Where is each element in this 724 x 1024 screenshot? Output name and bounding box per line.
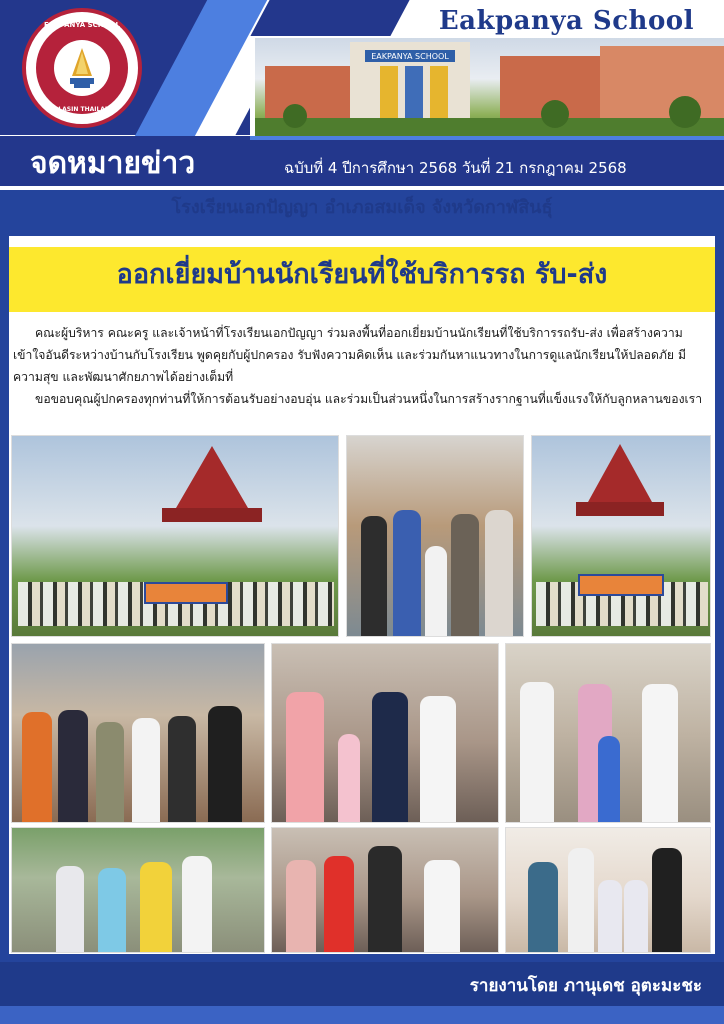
school-building-photo <box>255 38 724 140</box>
photo-home-visit-5 <box>271 827 499 953</box>
photo-home-visit-2 <box>271 643 499 823</box>
header <box>0 0 724 218</box>
photo-home-visit-1 <box>11 643 265 823</box>
school-name: Eakpanya School <box>438 6 694 36</box>
lamp-emblem-icon <box>54 40 110 96</box>
headline: ออกเยี่ยมบ้านนักเรียนที่ใช้บริการรถ รับ-ส่ง <box>116 259 608 290</box>
newsletter-title: จดหมายข่าว <box>30 146 196 181</box>
paragraph-1: คณะผู้บริหาร คณะครู และเจ้าหน้าที่โรงเรียนเอกปัญญา ร่วมลงพื้นที่ออกเยี่ยมบ้านนักเรียนที่ใช้บริการรถรับ-ส่ง เพื่อสร้างความเข้าใจอันดีระหว่างบ้านกับโรงเรียน พูดคุยกับผู้ปกครอง รับฟังความคิดเห็น และร่วมกันหาแนวทางในการดูแลนักเรียนให้ปลอดภัย มีความสุข และพัฒนาศักยภาพได้อย่างเต็มที่ <box>13 326 686 384</box>
issue-line: ฉบับที่ 4 ปีการศึกษา 2568 วันที่ 21 กรกฎาคม 2568 <box>284 159 627 177</box>
photo-home-visit-6 <box>505 827 711 953</box>
paragraph-2: ขอขอบคุณผู้ปกครองทุกท่านที่ให้การต้อนรับอย่างอบอุ่น และร่วมเป็นส่วนหนึ่งในการสร้างรากฐานที่แข็งแรงให้กับลูกหลานของเรา <box>35 392 703 406</box>
reporter-credit: รายงานโดย ภานุเดช อุตะมะชะ <box>469 976 702 996</box>
photo-shop-visit <box>346 435 524 637</box>
photo-home-visit-3 <box>505 643 711 823</box>
group-photo-pavilion <box>11 435 339 637</box>
article-body <box>13 322 711 410</box>
group-photo-pavilion-2 <box>531 435 711 637</box>
school-sign-text: EAKPANYA SCHOOL <box>371 52 449 61</box>
article-panel <box>9 236 715 954</box>
logo-top-text: EAKPANYA SCHOOL <box>43 21 121 29</box>
logo-bottom-text: KALASIN THAILAND <box>49 106 115 113</box>
photo-home-visit-4 <box>11 827 265 953</box>
school-subtitle: โรงเรียนเอกปัญญา อำเภอสมเด็จ จังหวัดกาฬสินธุ์ <box>171 197 553 218</box>
school-logo <box>22 8 142 128</box>
